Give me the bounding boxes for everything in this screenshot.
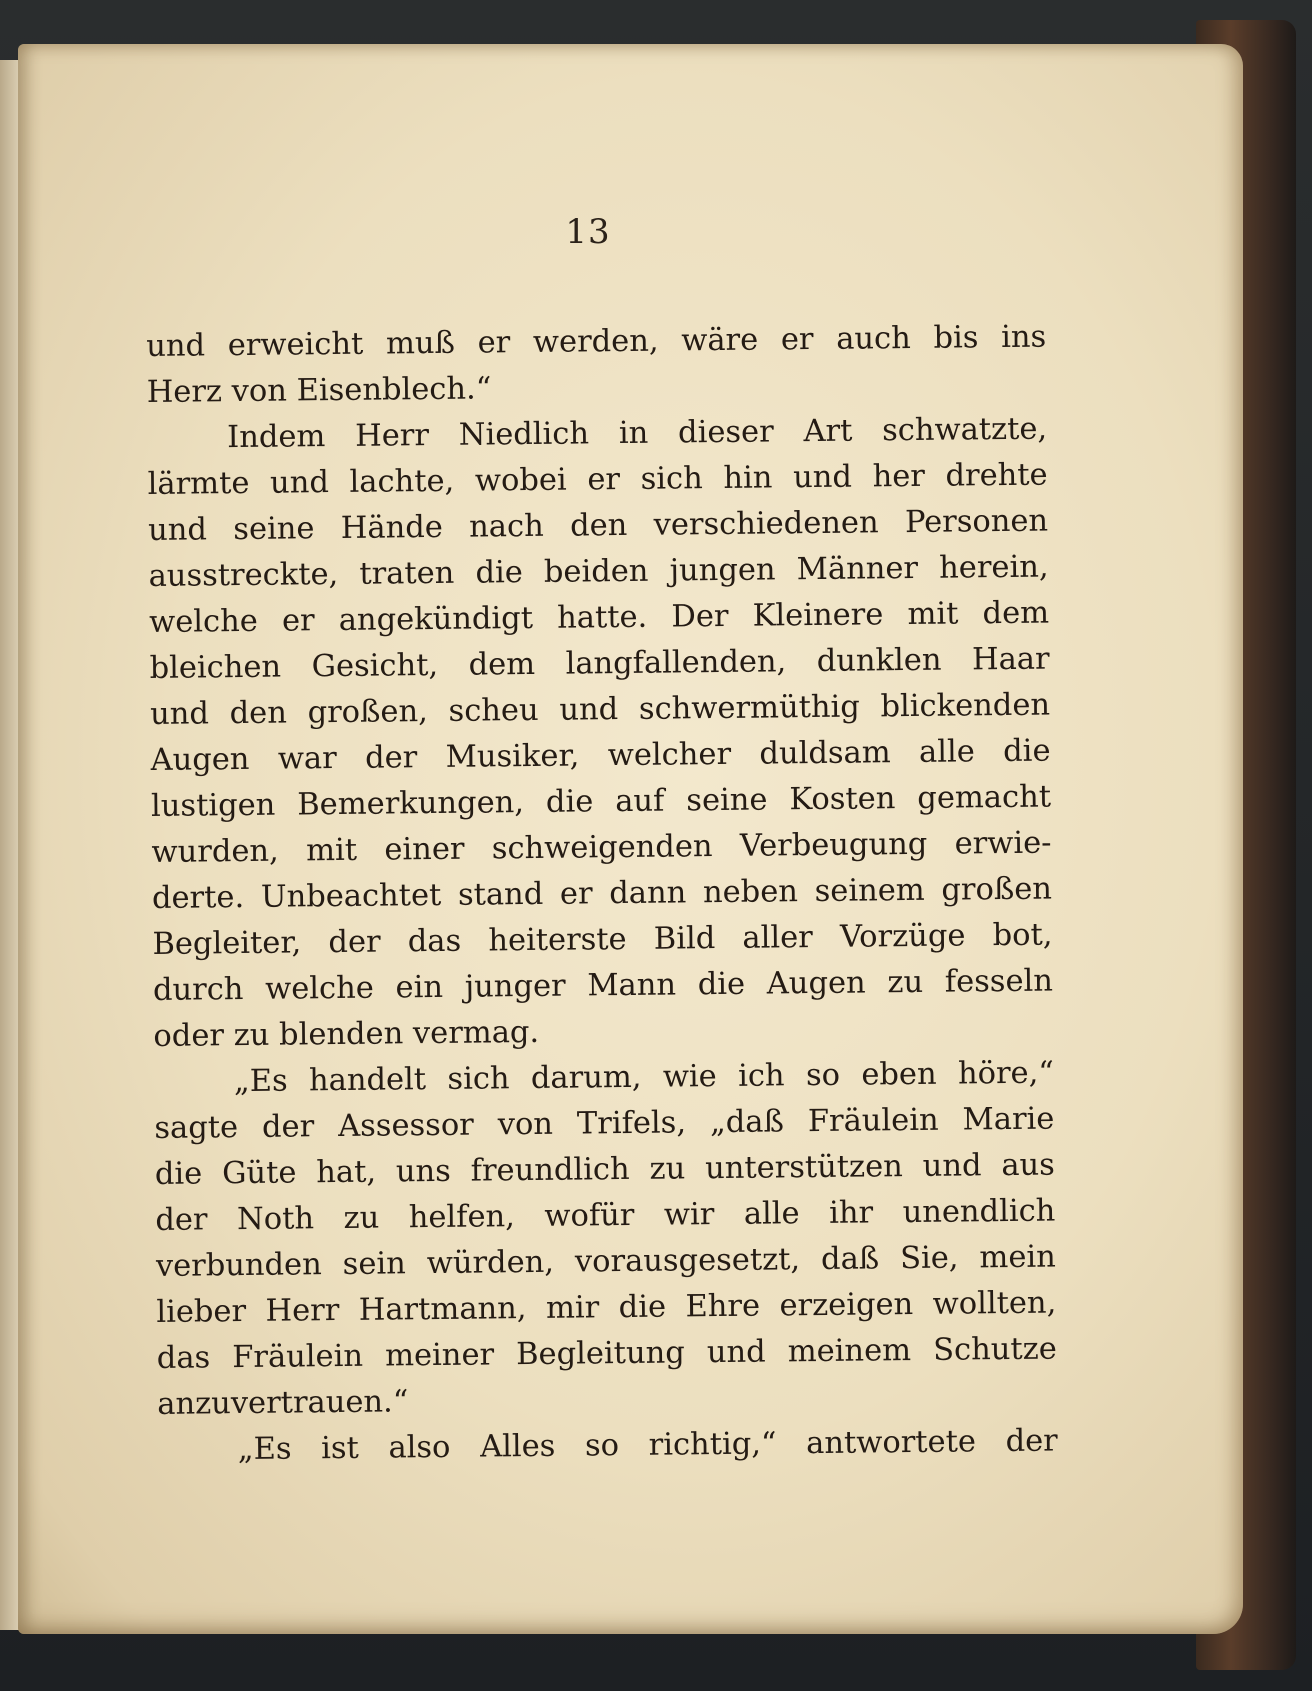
text-line: und seine Hände nach den verschiedenen Personen [147,503,1049,548]
text-line: bleichen Gesicht, dem langfallenden, dunklen Haar [149,641,1050,686]
text-line: der Noth zu helfen, wofür wir alle ihr unendlich [155,1193,1056,1238]
text-line: Augen war der Musiker, welcher duldsam alle die [150,733,1051,778]
text-line: lärmte und lachte, wobei er sich hin und her drehte [147,457,1048,502]
text-line: das Fräulein meiner Begleitung und meinem Schutze [156,1331,1057,1376]
text-line: Begleiter, der das heiterste Bild aller Vorzüge bot, [152,917,1053,962]
text-line: „Es handelt sich darum, wie ich so eben höre,“ [233,1055,1055,1100]
text-line: derte. Unbeachtet stand er dann neben seinem großen [151,871,1053,916]
text-line: und erweicht muß er werden, wäre er auch bis ins [146,319,1047,364]
text-line: anzuvertrauen.“ [157,1384,409,1422]
text-line: oder zu blenden vermag. [153,1014,540,1054]
text-line: welche er angekündigt hatte. Der Kleinere mit dem [148,595,1050,640]
text-line: Herz von Eisenblech.“ [146,371,492,410]
text-line: verbunden sein würden, vorausgesetzt, daß Sie, mein [155,1239,1057,1284]
text-line: „Es ist also Alles so richtig,“ antwortete der [237,1423,1058,1468]
text-line: lieber Herr Hartmann, mir die Ehre erzeigen wollten, [156,1285,1057,1330]
text-line: ausstreckte, traten die beiden jungen Männer herein, [148,549,1049,594]
text-line: sagte der Assessor von Trifels, „daß Fräulein Marie [154,1101,1055,1146]
book-page [18,44,1243,1634]
page-number: 13 [565,212,611,252]
text-line: Indem Herr Niedlich in dieser Art schwatzte, [227,411,1048,456]
text-line: und den großen, scheu und schwermüthig blickenden [149,687,1051,732]
text-line: lustigen Bemerkungen, die auf seine Kosten gemacht [150,779,1052,824]
text-line: durch welche ein junger Mann die Augen zu fesseln [152,963,1054,1008]
text-line: wurden, mit einer schweigenden Verbeugung erwie- [151,825,1052,870]
page-text [146,315,1058,1474]
text-line: die Güte hat, uns freundlich zu unterstützen und aus [154,1147,1056,1192]
